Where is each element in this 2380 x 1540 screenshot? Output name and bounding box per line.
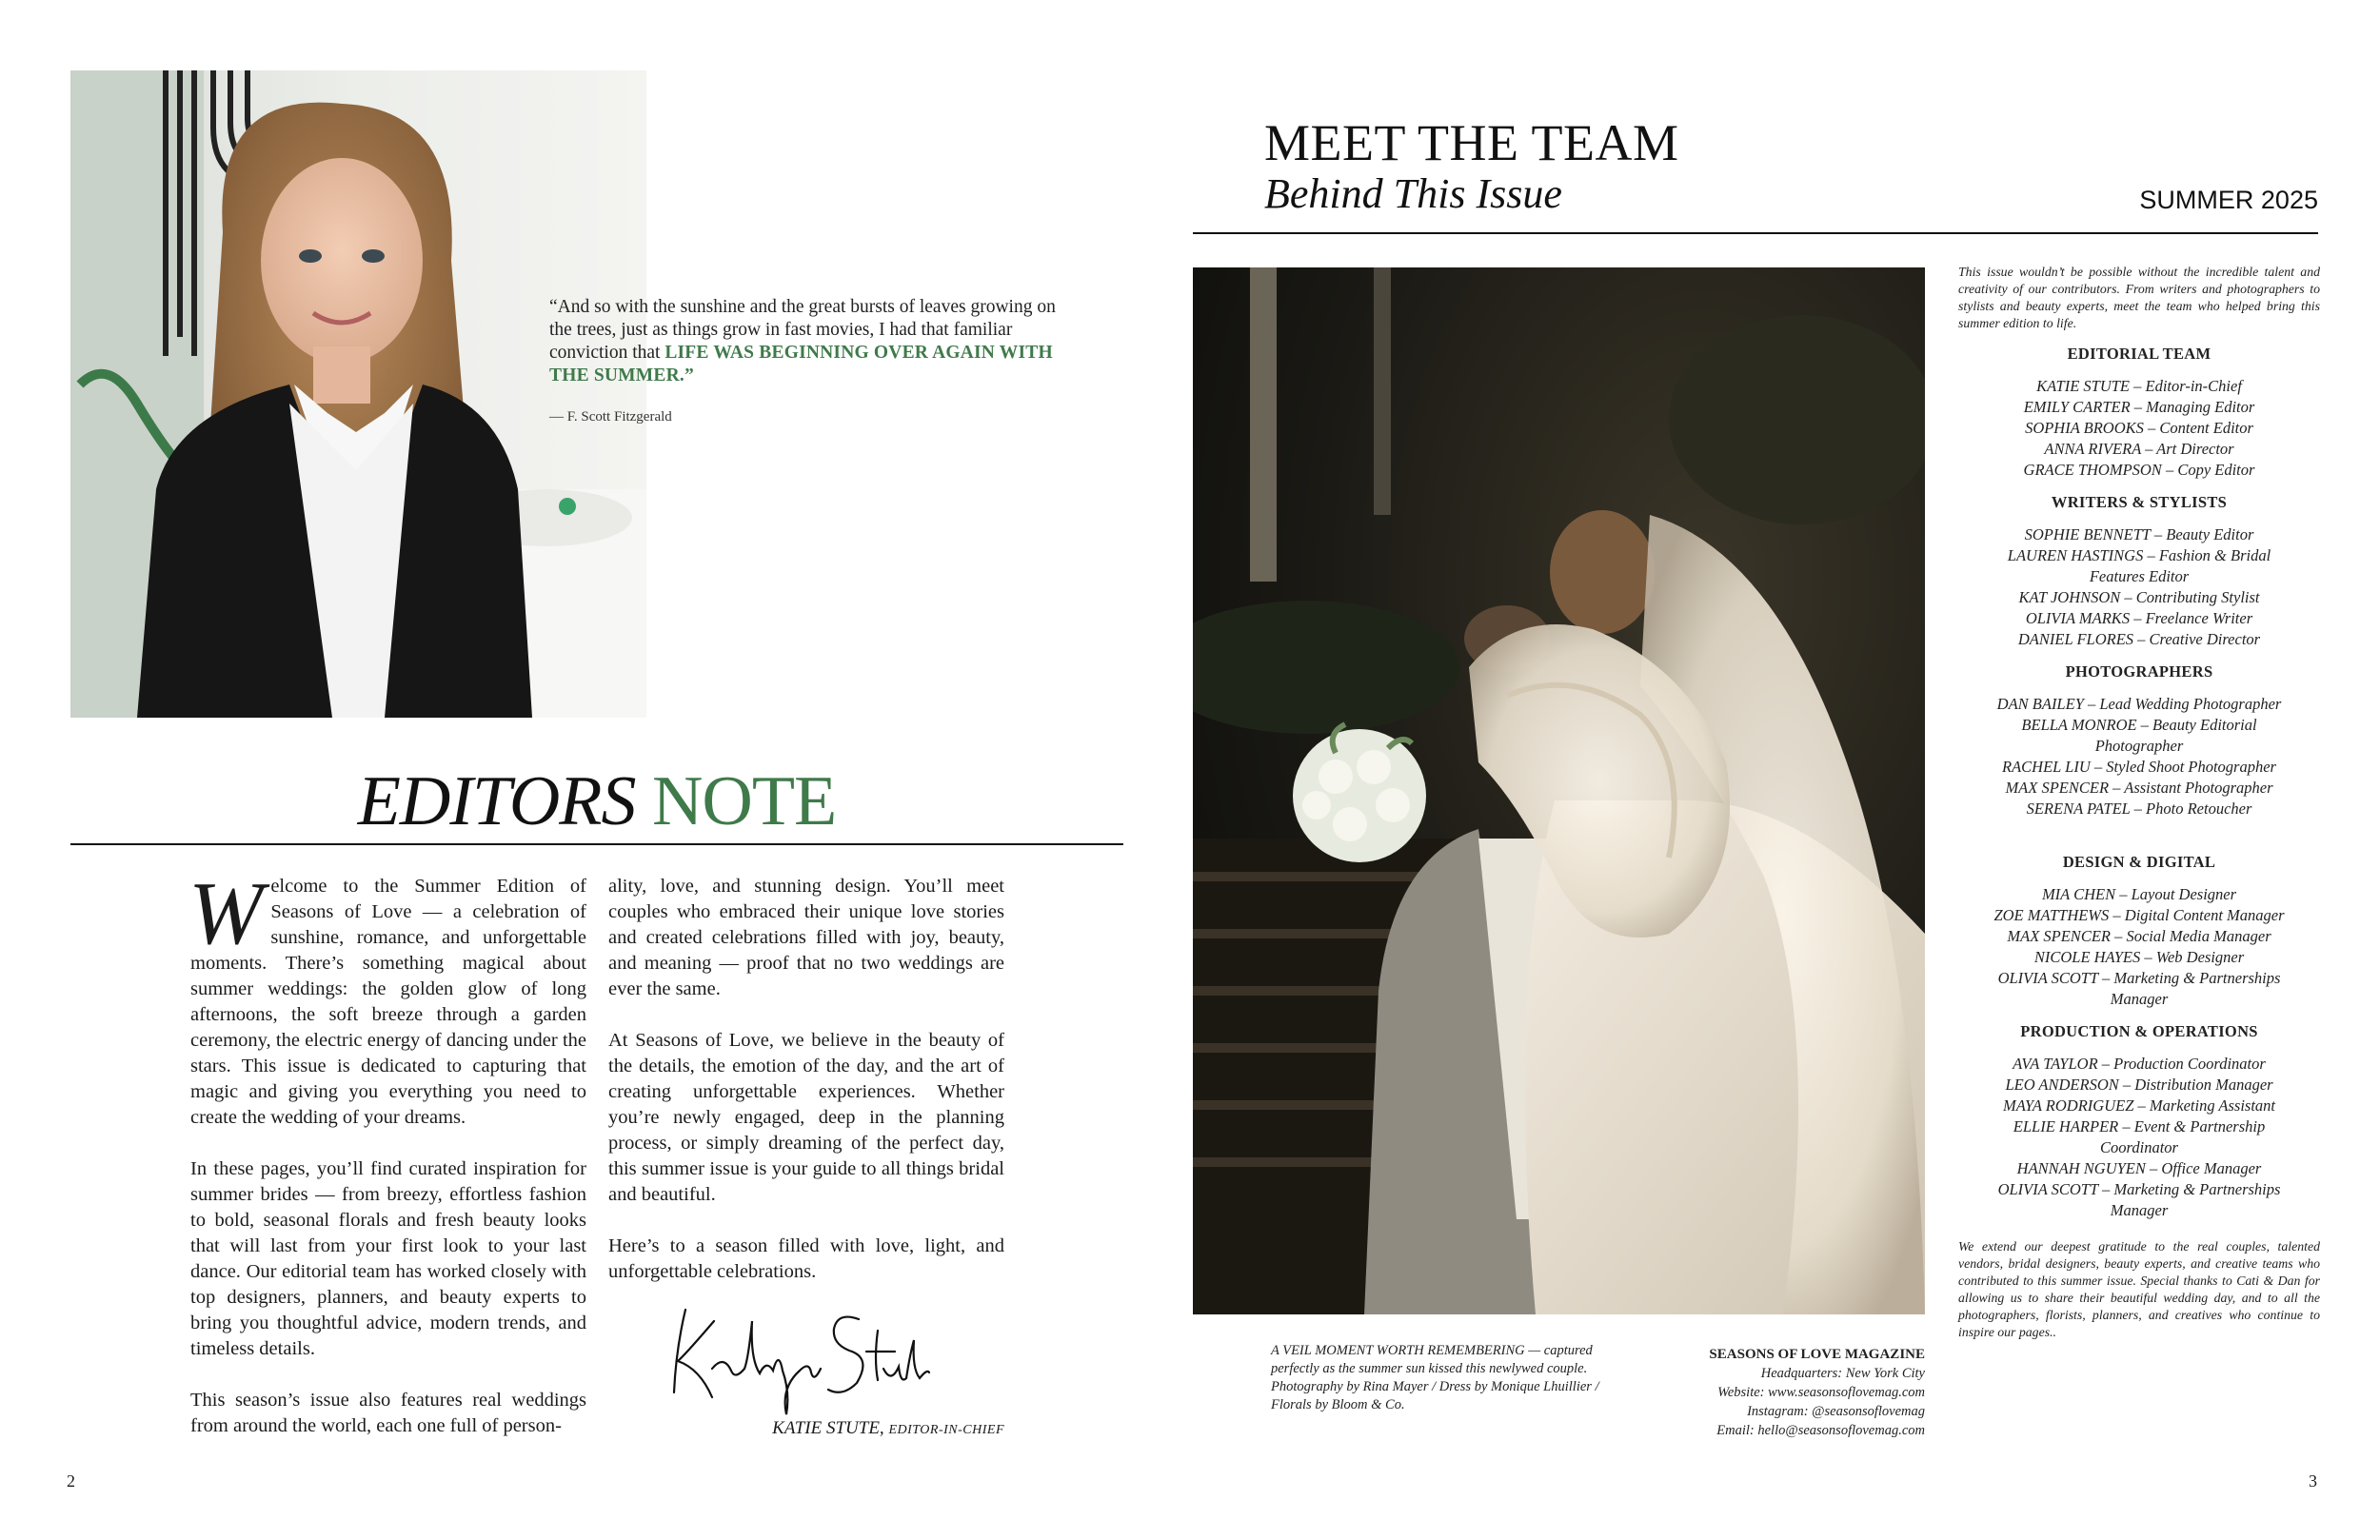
credit-item: SOPHIE BENNETT – Beauty Editor (2024, 525, 2254, 543)
credit-item: NICOLE HAYES – Web Designer (2033, 948, 2245, 966)
page-number-left: 2 (67, 1471, 75, 1491)
quote-text: “And so with the sunshine and the great bursts of leaves growing on the trees, just as things grow in fast movies, I had that familiar conviction that (549, 297, 1056, 363)
team-title: MEET THE TEAM (1264, 114, 1679, 171)
editors-note-title (70, 759, 1123, 844)
credit-item: LAUREN HASTINGS – Fashion & Bridal Features Editor (2007, 546, 2271, 585)
credit-item: MIA CHEN – Layout Designer (2041, 885, 2237, 903)
credit-item: MAYA RODRIGUEZ – Marketing Assistant (2002, 1096, 2276, 1115)
pull-quote (549, 296, 1078, 387)
title-part-2: NOTE (651, 762, 837, 840)
paragraph-5: At Seasons of Love, we believe in the beauty of the details, the emotion of the day, and the art of creating unforgettable experiences. Whether you’re newly engaged, deep in the planning process, or simply dreaming of the perfect day, this summer issue is your guide to all things bridal and beautiful. (608, 1030, 1004, 1205)
section-heading-design: DESIGN & DIGITAL (2062, 853, 2216, 871)
credit-item: BELLA MONROE – Beauty Editorial Photographer (2021, 716, 2257, 755)
credit-item: EMILY CARTER – Managing Editor (2023, 398, 2255, 416)
wedding-couple-photo (1193, 267, 1925, 1314)
paragraph-3: This season’s issue also features real weddings from around the world, each one full of person- (190, 1390, 586, 1436)
magazine-email: Email: hello@seasonsoflovemag.com (1716, 1423, 1925, 1438)
article-column-2 (608, 874, 1004, 1311)
credit-item: DANIEL FLORES – Creative Director (2017, 630, 2261, 648)
credit-item: SOPHIA BROOKS – Content Editor (2025, 419, 2253, 437)
credit-item: AVA TAYLOR – Production Coordinator (2013, 1055, 2266, 1073)
quote-author: — F. Scott Fitzgerald (549, 409, 672, 424)
signer-role: EDITOR-IN-CHIEF (888, 1423, 1004, 1437)
credit-item: GRACE THOMPSON – Copy Editor (2023, 461, 2255, 479)
magazine-info (1656, 1345, 1925, 1440)
section-heading-writers: WRITERS & STYLISTS (2051, 493, 2228, 511)
credit-item: ELLIE HARPER – Event & Partnership Coordinator (2013, 1117, 2266, 1156)
title-part-1: EDITORS (357, 762, 636, 840)
credit-item: OLIVIA SCOTT – Marketing & Partnerships Manager (1997, 1180, 2281, 1219)
header-divider (1193, 232, 2318, 234)
paragraph-6: Here’s to a season filled with love, light, and unforgettable celebrations. (608, 1235, 1004, 1282)
credit-item: HANNAH NGUYEN – Office Manager (2016, 1159, 2262, 1177)
credit-item: OLIVIA MARKS – Freelance Writer (2025, 609, 2253, 627)
article-column-1 (188, 864, 586, 1465)
editor-portrait-photo (70, 70, 646, 718)
credit-item: KATIE STUTE – Editor-in-Chief (2036, 377, 2242, 395)
signer-credit (647, 1418, 1004, 1439)
season-label: SUMMER 2025 (2139, 186, 2318, 214)
magazine-website: Website: www.seasonsoflovemag.com (1717, 1385, 1925, 1400)
paragraph-4: ality, love, and stunning design. You’ll meet couples who embraced their unique love stories and created celebrations filled with joy, beauty, and meaning — proof that no two weddings are ever the same. (608, 876, 1004, 999)
page-number-right: 3 (2309, 1471, 2317, 1491)
signer-name: KATIE STUTE, (772, 1418, 884, 1438)
credit-item: ZOE MATTHEWS – Digital Content Manager (1993, 906, 2285, 924)
section-heading-production: PRODUCTION & OPERATIONS (2020, 1022, 2258, 1040)
credits-outro: We extend our deepest gratitude to the real couples, talented vendors, bridal designers, beauty experts, and creative teams who contributed to this summer issue. Special thanks to Cati & Dan for allowing us to share their beautiful wedding day, and to all the photographers, florists, planners, and creatives who continue to inspire our pages.. (1958, 1239, 2320, 1339)
paragraph-2: In these pages, you’ll find curated inspiration for summer brides — from breezy, effortless fashion to bold, seasonal florals and fresh beauty looks that will last from your first look to your last dance. Our editorial team has worked closely with top designers, planners, and beauty experts to bring you thoughtful advice, modern trends, and timeless details. (190, 1158, 586, 1359)
credit-item: SERENA PATEL – Photo Retoucher (2026, 800, 2252, 818)
team-credits (1958, 264, 2320, 1341)
photo-caption: A VEIL MOMENT WORTH REMEMBERING — captured perfectly as the summer sun kissed this newlywed couple. Photography by Rina Mayer / Dress by Monique Lhuillier / Florals by Bloom & Co. (1271, 1343, 1599, 1412)
credit-item: OLIVIA SCOTT – Marketing & Partnerships Manager (1997, 969, 2281, 1008)
handwritten-signature (657, 1302, 933, 1416)
credit-item: RACHEL LIU – Styled Shoot Photographer (2002, 758, 2276, 776)
section-heading-editorial: EDITORIAL TEAM (2067, 345, 2211, 363)
credit-item: LEO ANDERSON – Distribution Manager (2005, 1076, 2273, 1094)
magazine-instagram: Instagram: @seasonsoflovemag (1747, 1404, 1925, 1419)
credit-item: ANNA RIVERA – Art Director (2044, 440, 2234, 458)
magazine-headquarters: Headquarters: New York City (1760, 1366, 1925, 1381)
credit-item: MAX SPENCER – Assistant Photographer (2005, 779, 2273, 797)
credit-item: DAN BAILEY – Lead Wedding Photographer (1996, 695, 2282, 713)
quote-highlight: LIFE WAS BEGINNING OVER AGAIN WITH THE SUMMER.” (549, 343, 1053, 385)
drop-cap: W (188, 864, 264, 963)
credit-item: KAT JOHNSON – Contributing Stylist (2018, 588, 2260, 606)
section-divider (70, 843, 1123, 845)
magazine-name: SEASONS OF LOVE MAGAZINE (1709, 1347, 1925, 1362)
credit-item: MAX SPENCER – Social Media Manager (2007, 927, 2271, 945)
credits-intro: This issue wouldn’t be possible without the incredible talent and creativity of our contributors. From writers and photographers to stylists and beauty experts, meet the team who helped bring this summer edition to life. (1958, 265, 2320, 330)
team-subtitle: Behind This Issue (1264, 170, 1562, 217)
paragraph-1: elcome to the Summer Edition of Seasons of Love — a celebration of sunshine, romance, and unforgettable moments. There’s something magical about summer weddings: the golden glow of long afternoons, the soft breeze through a garden ceremony, the electric energy of dancing under the stars. This issue is dedicated to capturing that magic and giving you everything you need to create the wedding of your dreams. (190, 876, 586, 1128)
section-heading-photographers: PHOTOGRAPHERS (2065, 662, 2213, 681)
